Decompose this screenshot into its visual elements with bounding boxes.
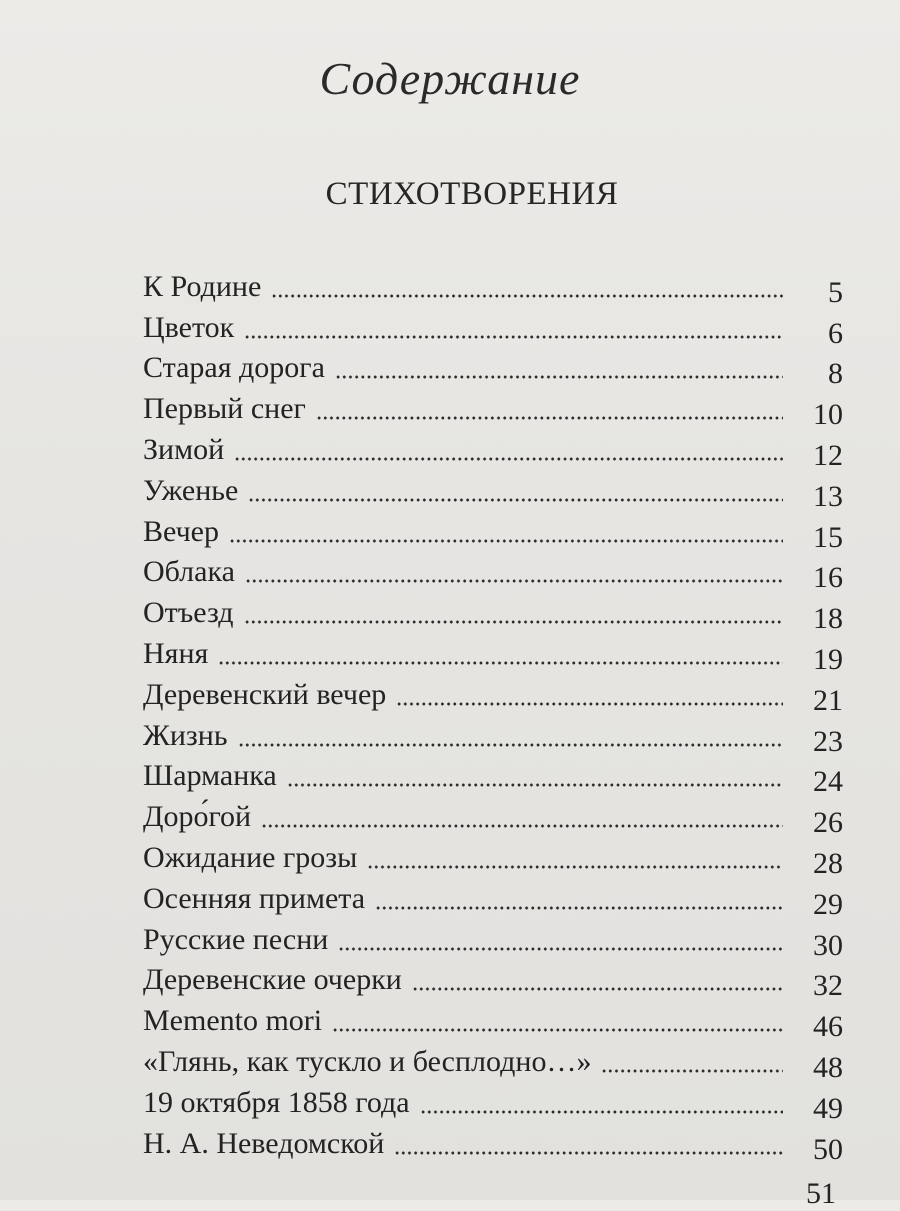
toc-entry-title: Отъезд [143,596,234,630]
toc-row [143,753,863,799]
dot-leader [218,661,783,665]
toc-page-number: 12 [813,438,843,472]
dot-leader [316,416,783,420]
toc-page-number: 24 [813,765,843,799]
toc-page-number: 19 [813,642,843,676]
toc-page-number: 6 [828,316,843,350]
dot-leader [412,987,783,991]
dot-leader [244,620,783,624]
dot-leader [394,1151,783,1155]
toc-row [143,508,863,554]
toc-page-number: 10 [813,398,843,432]
toc-row [143,304,863,350]
dot-leader [396,702,783,706]
toc-entry-title: Осенняя примета [143,881,366,915]
toc-entry-title: Первый снег [143,392,306,426]
toc-row [143,345,863,391]
toc-page-number: 23 [813,724,843,758]
toc-entry-title: Доро́гой [143,800,252,834]
dot-leader [287,783,783,787]
toc-page-number: 18 [813,602,843,636]
dot-leader [420,1110,783,1114]
toc-entry-title: Русские песни [143,922,329,956]
toc-entry-title: Облака [143,555,235,589]
toc-row [143,385,863,432]
toc-entry-title: Уженье [143,473,239,507]
dot-leader [245,579,783,583]
toc-page-number: 15 [813,520,843,554]
dot-leader [338,947,783,951]
toc-entry-title: Няня [143,636,209,670]
toc-page-number: 5 [828,275,843,309]
toc-entry-title: 19 октября 1858 года [143,1085,410,1119]
dot-leader [335,375,783,379]
toc-row [143,997,863,1044]
toc-row [143,916,863,962]
toc-entry-title: Деревенский вечер [143,677,387,711]
toc-entry-title: Цветок [143,310,235,344]
toc-page-number: 49 [813,1091,843,1125]
toc-page-number: 26 [813,806,843,840]
dot-leader [367,865,783,869]
toc-row [143,1038,863,1084]
toc-page-number: 21 [813,683,843,717]
toc-entry-title: Шарманка [143,759,277,793]
toc-entry-title: Старая дорога [143,351,325,385]
toc-page-number: 32 [813,969,843,1003]
dot-leader [234,457,783,461]
toc-entry-title: «Глянь, как тускло и бесплодно…» [143,1044,592,1078]
dot-leader [248,498,783,502]
table-of-contents [143,263,863,1166]
toc-entry-title: Ожидание грозы [143,840,358,874]
dot-leader [229,539,783,543]
page-title: Содержание [319,53,581,104]
toc-row [143,957,863,1003]
toc-page-number: 48 [813,1050,843,1084]
toc-entry-title: Н. А. Неведомской [143,1126,385,1160]
toc-page-number: 30 [813,928,843,962]
dot-leader [238,743,783,747]
toc-row [143,549,863,595]
toc-row [143,1079,863,1125]
dot-leader [601,1069,783,1073]
dot-leader [332,1028,783,1032]
toc-row [143,834,863,880]
toc-page-number-cut-off: 51 [806,1177,836,1210]
toc-page-number: 8 [828,357,843,391]
toc-row [143,426,863,472]
toc-row [143,467,863,513]
toc-row [143,1120,863,1166]
toc-row [143,263,863,309]
toc-entry-title: Деревенские очерки [143,963,402,997]
toc-entry-title: К Родине [143,269,262,303]
toc-entry-title: Memento mori [143,1004,323,1038]
toc-page-number: 29 [813,887,843,921]
toc-page-number: 50 [813,1132,843,1166]
toc-row [143,671,863,717]
toc-page-number: 13 [813,479,843,513]
dot-leader [261,824,783,828]
toc-row [143,630,863,676]
toc-page-number: 46 [813,1010,843,1044]
toc-entry-title: Вечер [143,514,219,548]
toc-row [143,712,863,758]
toc-row [143,875,863,921]
dot-leader [375,906,783,910]
toc-row [143,589,863,636]
toc-row [143,793,863,840]
dot-leader [271,294,783,298]
toc-page-number: 16 [813,561,843,595]
section-heading: СТИХОТВОРЕНИЯ [325,176,619,212]
toc-page-number: 28 [813,846,843,880]
toc-entry-title: Жизнь [143,718,228,752]
toc-entry-title: Зимой [143,432,225,466]
dot-leader [244,335,783,339]
